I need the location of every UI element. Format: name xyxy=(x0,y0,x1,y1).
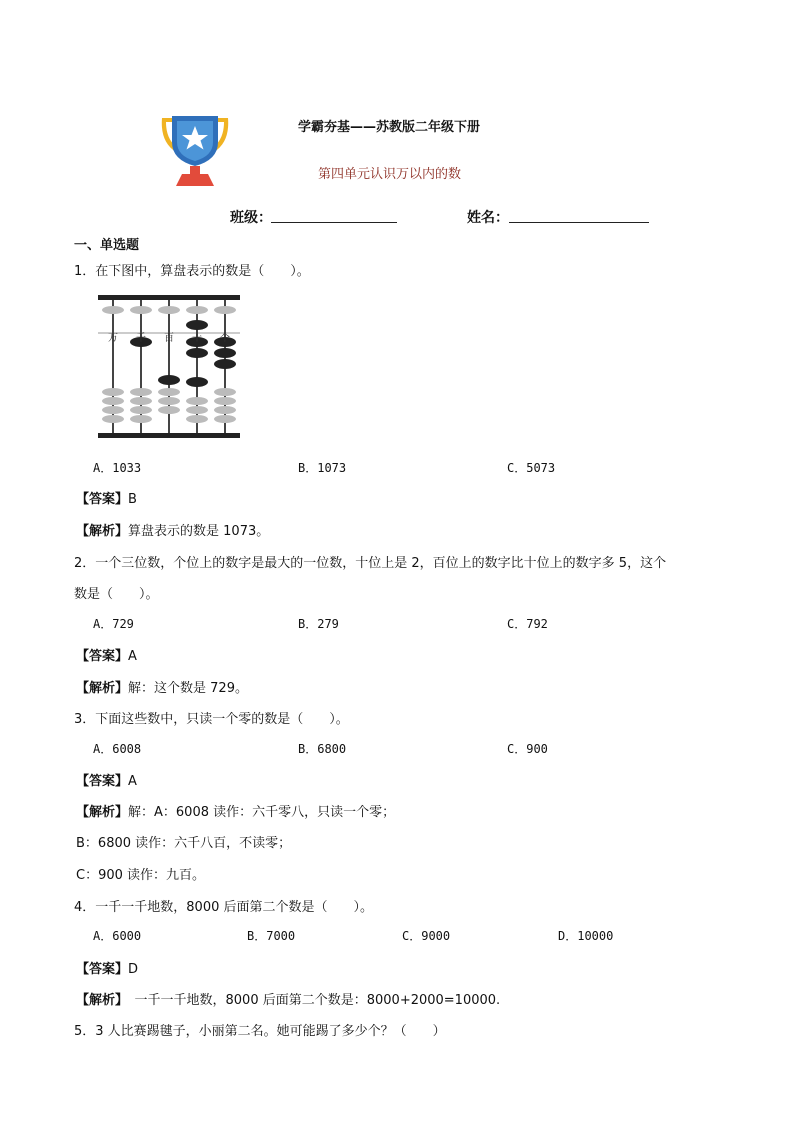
q3-option-b[interactable]: B．6800 xyxy=(298,742,347,756)
class-underline[interactable] xyxy=(271,222,397,223)
document-title: 学霸夯基——苏教版二年级下册 xyxy=(298,120,481,135)
question-4-stem: 4．一千一千地数，8000 后面第二个数是（ ）。 xyxy=(74,900,373,915)
abacus-label-ge: 个 xyxy=(220,333,230,344)
analysis-text: 算盘表示的数是 1073。 xyxy=(128,524,270,539)
analysis-tag: 【解析】 xyxy=(76,805,129,820)
answer-tag: 【答案】 xyxy=(76,962,129,977)
q3-analysis-line3: C：900 读作：九百。 xyxy=(76,868,206,883)
abacus-figure xyxy=(96,292,244,442)
question-1-stem: 1．在下图中，算盘表示的数是（ ）。 xyxy=(74,264,310,279)
q1-answer xyxy=(76,488,137,507)
q3-option-a[interactable]: A．6008 xyxy=(93,742,142,756)
question-5-stem: 5．3 人比赛踢毽子，小丽第二名。她可能踢了多少个？（ ） xyxy=(74,1024,446,1039)
q3-analysis xyxy=(76,801,395,820)
q4-option-d[interactable]: D．10000 xyxy=(558,929,614,943)
analysis-text: 一千一千地数，8000 后面第二个数是：8000+2000=10000. xyxy=(121,993,501,1008)
answer-value: A xyxy=(128,774,137,789)
q3-answer xyxy=(76,770,137,789)
name-label: 姓名： xyxy=(467,210,509,226)
q2-option-a[interactable]: A．729 xyxy=(93,617,134,631)
q4-option-a[interactable]: A．6000 xyxy=(93,929,142,943)
analysis-tag: 【解析】 xyxy=(76,993,122,1008)
trophy-logo-icon xyxy=(154,112,236,188)
answer-value: A xyxy=(128,649,137,664)
abacus-label-shi: 十 xyxy=(192,333,202,344)
q3-option-c[interactable]: C．900 xyxy=(507,742,548,756)
class-label: 班级： xyxy=(230,210,272,226)
question-3-stem: 3．下面这些数中，只读一个零的数是（ ）。 xyxy=(74,712,349,727)
q2-option-c[interactable]: C．792 xyxy=(507,617,548,631)
q2-option-b[interactable]: B．279 xyxy=(298,617,339,631)
abacus-label-bai: 百 xyxy=(164,333,174,344)
q4-answer xyxy=(76,958,138,977)
analysis-text: 解：这个数是 729。 xyxy=(128,681,248,696)
name-underline[interactable] xyxy=(509,222,649,223)
analysis-tag: 【解析】 xyxy=(76,524,129,539)
abacus-label-qian: 千 xyxy=(136,333,146,344)
answer-value: B xyxy=(128,492,137,507)
q1-option-a[interactable]: A．1033 xyxy=(93,461,142,475)
q1-option-b[interactable]: B．1073 xyxy=(298,461,347,475)
answer-value: D xyxy=(128,962,139,977)
analysis-text: 解：A：6008 读作：六千零八，只读一个零； xyxy=(128,805,396,820)
q4-option-b[interactable]: B．7000 xyxy=(247,929,296,943)
q2-analysis xyxy=(76,677,248,696)
question-2-stem-line2: 数是（ ）。 xyxy=(74,587,159,602)
q4-option-c[interactable]: C．9000 xyxy=(402,929,451,943)
answer-tag: 【答案】 xyxy=(76,774,129,789)
q4-analysis xyxy=(76,989,500,1008)
abacus-label-wan: 万 xyxy=(108,333,118,344)
q1-option-c[interactable]: C．5073 xyxy=(507,461,556,475)
analysis-tag: 【解析】 xyxy=(76,681,129,696)
section-heading: 一、单选题 xyxy=(74,238,140,253)
q3-analysis-line2: B：6800 读作：六千八百，不读零； xyxy=(76,836,292,851)
q1-analysis xyxy=(76,520,269,539)
question-2-stem-line1: 2．一个三位数，个位上的数字是最大的一位数，十位上是 2，百位上的数字比十位上的数字多 5，这个 xyxy=(74,556,667,571)
q2-answer xyxy=(76,645,137,664)
answer-tag: 【答案】 xyxy=(76,492,129,507)
document-subtitle: 第四单元认识万以内的数 xyxy=(318,167,462,182)
answer-tag: 【答案】 xyxy=(76,649,129,664)
